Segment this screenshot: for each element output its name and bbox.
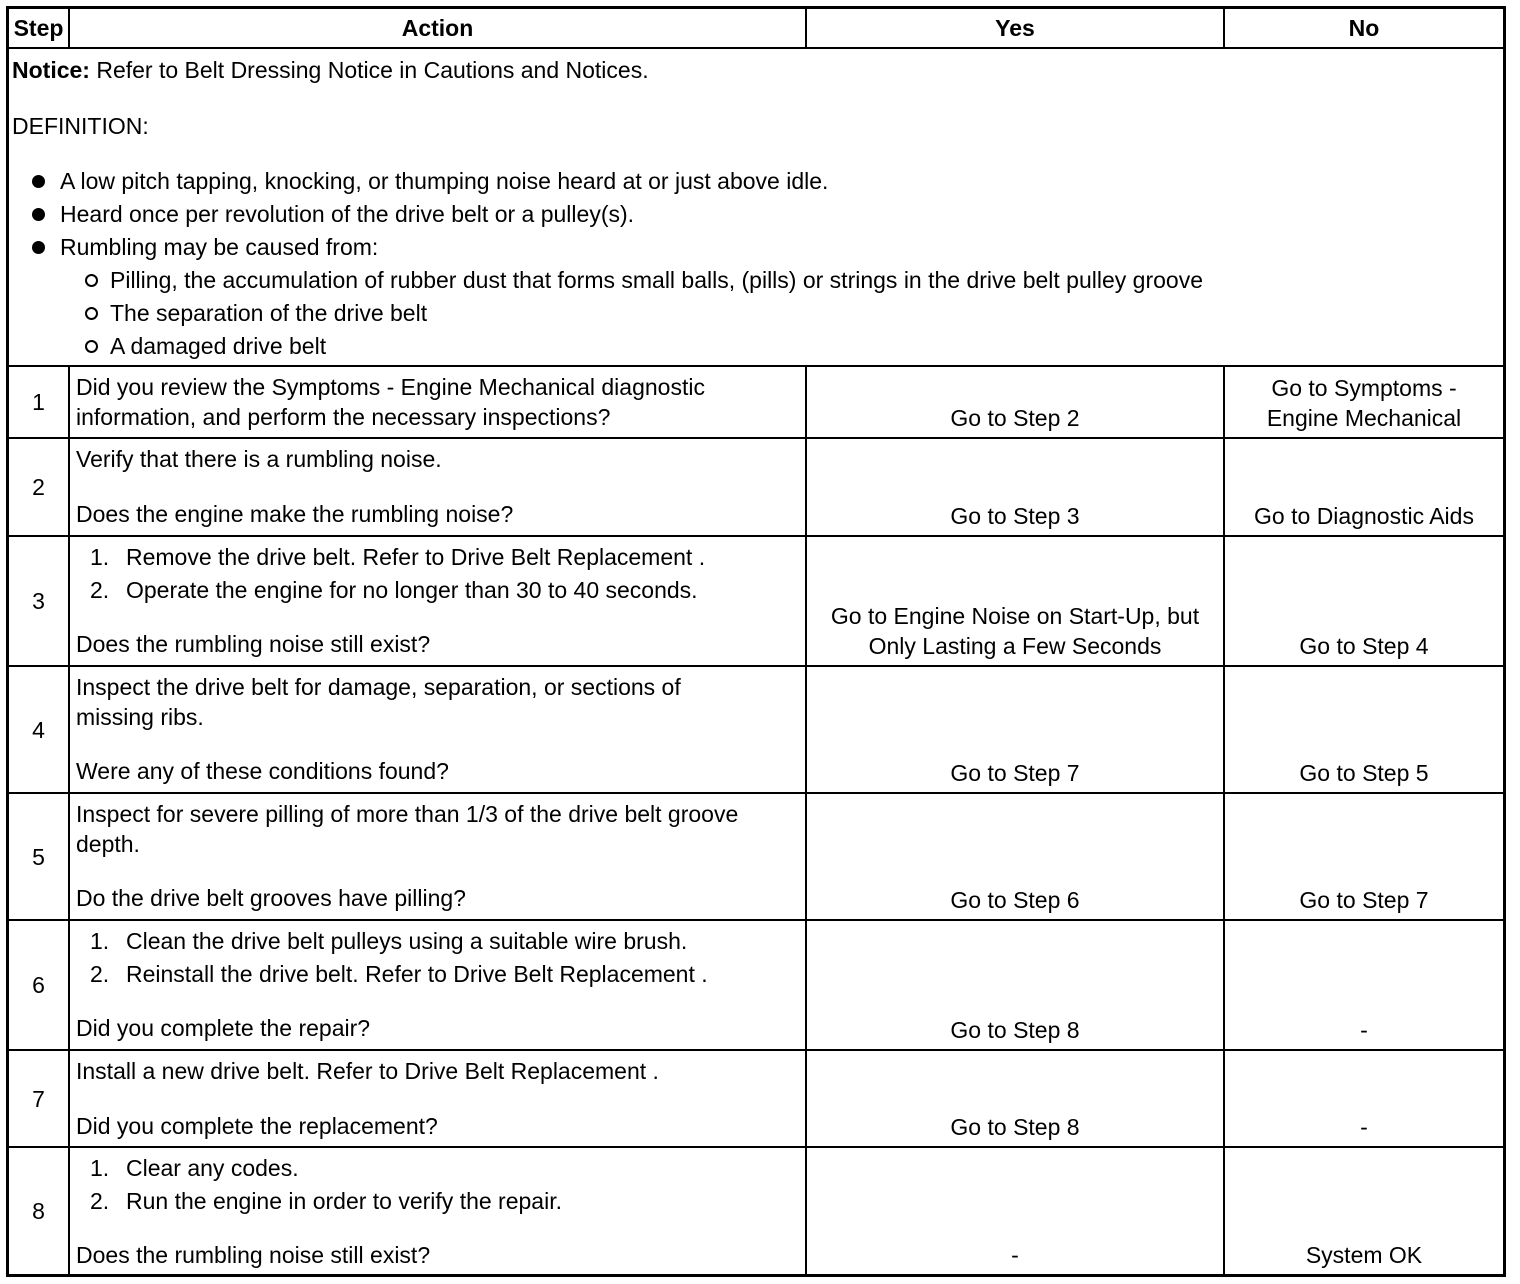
no-text: - (1360, 1017, 1368, 1043)
yes-cell (807, 1051, 1223, 1146)
step-number: 4 (32, 716, 45, 743)
action-cell (70, 799, 805, 913)
action-text: depth. (76, 831, 140, 857)
item-text: Remove the drive belt. Refer to Drive Belt Replacement . (126, 544, 706, 570)
yes-cell (807, 667, 1223, 792)
yes-cell (807, 1148, 1223, 1274)
bullet-item: Heard once per revolution of the drive belt or a pulley(s). (12, 199, 1492, 229)
yes-text: Go to Step 8 (950, 1114, 1080, 1140)
action-text: missing ribs. (76, 704, 204, 730)
no-cell (1225, 667, 1503, 792)
item-number: 1. (90, 1155, 110, 1181)
action-question: Do the drive belt grooves have pilling? (76, 885, 466, 911)
bullet-item: Rumbling may be caused from: (12, 232, 1492, 262)
no-cell (1225, 537, 1503, 665)
notice-label: Notice: (12, 57, 90, 83)
no-text: Go to Diagnostic Aids (1254, 503, 1474, 529)
diagnostic-table (6, 6, 1506, 1277)
item-number: 2. (90, 961, 110, 987)
header-divider (9, 47, 1503, 49)
header-yes: Yes (995, 15, 1035, 41)
action-question: Were any of these conditions found? (76, 758, 449, 784)
notice (12, 55, 1492, 85)
item-text: Reinstall the drive belt. Refer to Drive Belt Replacement . (126, 961, 708, 987)
sub-bullet-item: A damaged drive belt (12, 331, 1492, 361)
header-step: Step (13, 15, 64, 41)
numbered-item (76, 542, 805, 572)
numbered-item (76, 575, 805, 605)
action-question: Does the rumbling noise still exist? (76, 631, 431, 657)
item-number: 1. (90, 928, 110, 954)
action-cell (70, 926, 805, 1043)
no-cell (1225, 367, 1503, 437)
definition-bullets (12, 166, 1492, 361)
notice-text: Refer to Belt Dressing Notice in Cautions and Notices. (89, 57, 649, 83)
item-text: Clear any codes. (126, 1155, 299, 1181)
action-question: Did you complete the replacement? (76, 1113, 438, 1139)
no-cell (1225, 921, 1503, 1049)
step-number: 1 (32, 389, 45, 415)
yes-text: - (1011, 1242, 1019, 1268)
no-cell (1225, 1051, 1503, 1146)
action-text: Install a new drive belt. Refer to Drive Belt Replacement . (76, 1058, 659, 1084)
yes-text: Go to Step 6 (950, 887, 1080, 913)
item-text: Run the engine in order to verify the repair. (126, 1188, 562, 1214)
no-text: System OK (1305, 1242, 1423, 1268)
numbered-item (76, 926, 805, 956)
no-text: Go to Step 5 (1299, 760, 1429, 786)
sub-bullet-item: The separation of the drive belt (12, 298, 1492, 328)
no-text: - (1360, 1114, 1368, 1140)
yes-text: Go to Step 7 (950, 760, 1080, 786)
action-cell (70, 1153, 805, 1270)
step-number: 2 (32, 474, 45, 500)
no-text: Go to Step 4 (1299, 633, 1429, 659)
header-action: Action (401, 15, 474, 41)
numbered-item (76, 1153, 805, 1183)
action-cell (70, 372, 805, 432)
header-no: No (1348, 15, 1380, 41)
bullet-item: A low pitch tapping, knocking, or thumping noise heard at or just above idle. (12, 166, 1492, 196)
step-number: 8 (32, 1198, 45, 1224)
action-question: Does the rumbling noise still exist? (76, 1242, 431, 1268)
yes-cell (807, 794, 1223, 919)
no-cell (1225, 1148, 1503, 1274)
yes-text: Go to Step 8 (950, 1017, 1080, 1043)
action-cell (70, 672, 805, 786)
yes-text: Go to Engine Noise on Start-Up, but (830, 603, 1200, 629)
no-text: Engine Mechanical (1266, 405, 1462, 431)
sub-bullet-item: Pilling, the accumulation of rubber dust that forms small balls, (pills) or strings in the drive belt pulley groove (12, 265, 1492, 295)
action-cell (70, 444, 805, 529)
step-number: 7 (32, 1085, 45, 1112)
action-question: Did you complete the repair? (76, 1015, 371, 1041)
step-number: 5 (32, 843, 45, 870)
yes-cell (807, 537, 1223, 665)
action-text: information, and perform the necessary inspections? (76, 404, 611, 430)
definition-label: DEFINITION: (12, 113, 149, 139)
action-question: Does the engine make the rumbling noise? (76, 501, 514, 527)
action-cell (70, 542, 805, 659)
no-cell (1225, 794, 1503, 919)
no-text: Go to Step 7 (1299, 887, 1429, 913)
step-number: 6 (32, 972, 45, 998)
yes-text: Go to Step 2 (950, 405, 1080, 431)
item-number: 2. (90, 577, 110, 603)
action-text: Inspect for severe pilling of more than 1/3 of the drive belt groove (76, 801, 739, 827)
action-text: Inspect the drive belt for damage, separation, or sections of (76, 674, 681, 700)
item-number: 1. (90, 544, 110, 570)
item-text: Operate the engine for no longer than 30 to 40 seconds. (126, 577, 698, 603)
yes-cell (807, 921, 1223, 1049)
step-number: 3 (32, 588, 45, 614)
no-text: Go to Symptoms - (1271, 375, 1457, 401)
yes-text: Go to Step 3 (950, 503, 1080, 529)
item-number: 2. (90, 1188, 110, 1214)
numbered-item (76, 1186, 805, 1216)
numbered-item (76, 959, 805, 989)
no-cell (1225, 439, 1503, 535)
item-text: Clean the drive belt pulleys using a suitable wire brush. (126, 928, 688, 954)
yes-cell (807, 367, 1223, 437)
yes-text: Only Lasting a Few Seconds (868, 633, 1162, 659)
yes-cell (807, 439, 1223, 535)
action-cell (70, 1056, 805, 1141)
action-text: Verify that there is a rumbling noise. (76, 446, 442, 472)
action-text: Did you review the Symptoms - Engine Mechanical diagnostic (76, 374, 705, 400)
